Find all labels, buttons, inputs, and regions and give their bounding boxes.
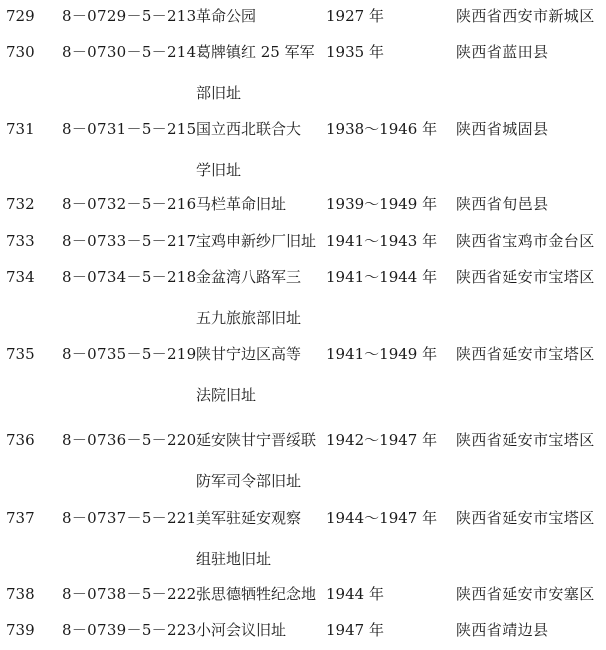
location: 陕西省延安市宝塔区 — [456, 509, 595, 527]
era: 1944～1947 年 — [326, 509, 438, 527]
entry-number: 738 — [6, 585, 35, 603]
site-name — [196, 232, 317, 250]
site-name-line: 部旧址 — [196, 84, 242, 102]
site-name-line: 张思德牺牲纪念地 — [196, 585, 317, 603]
entry-number: 739 — [6, 621, 35, 639]
site-name-line: 组驻地旧址 — [196, 550, 272, 568]
era: 1938～1946 年 — [326, 120, 438, 138]
site-name-line: 国立西北联合大 — [196, 120, 302, 138]
location: 陕西省延安市宝塔区 — [456, 431, 595, 449]
entry-number: 735 — [6, 345, 35, 363]
entry-code: 8－0737－5－221 — [62, 509, 197, 527]
site-name — [196, 195, 314, 213]
era: 1927 年 — [326, 7, 384, 25]
entry-code: 8－0733－5－217 — [62, 232, 197, 250]
entry-code: 8－0738－5－222 — [62, 585, 197, 603]
entry-number: 734 — [6, 268, 35, 286]
entry-number: 733 — [6, 232, 35, 250]
entry-code: 8－0736－5－220 — [62, 431, 197, 449]
entry-number: 730 — [6, 43, 35, 61]
location: 陕西省延安市宝塔区 — [456, 268, 595, 286]
entry-code: 8－0730－5－214 — [62, 43, 197, 61]
entry-number: 736 — [6, 431, 35, 449]
site-name-line: 葛牌镇红 25 军军 — [196, 43, 315, 61]
location: 陕西省宝鸡市金台区 — [456, 232, 595, 250]
era: 1941～1944 年 — [326, 268, 438, 286]
era: 1939～1949 年 — [326, 195, 438, 213]
era: 1941～1949 年 — [326, 345, 438, 363]
entry-number: 737 — [6, 509, 35, 527]
site-name-line: 法院旧址 — [196, 386, 257, 404]
entry-code: 8－0735－5－219 — [62, 345, 197, 363]
site-name — [196, 43, 314, 102]
entry-number: 732 — [6, 195, 35, 213]
entry-code: 8－0732－5－216 — [62, 195, 197, 213]
era: 1935 年 — [326, 43, 384, 61]
site-name — [196, 621, 314, 639]
entry-code: 8－0734－5－218 — [62, 268, 197, 286]
entry-number: 729 — [6, 7, 35, 25]
site-name — [196, 268, 314, 327]
era: 1944 年 — [326, 585, 384, 603]
site-name-line: 五九旅旅部旧址 — [196, 309, 302, 327]
site-name-line: 防军司令部旧址 — [196, 472, 302, 490]
location: 陕西省延安市宝塔区 — [456, 345, 595, 363]
site-name-line: 小河会议旧址 — [196, 621, 287, 639]
site-name-line: 美军驻延安观察 — [196, 509, 302, 527]
location: 陕西省蓝田县 — [456, 43, 549, 61]
site-name — [196, 345, 314, 404]
location: 陕西省延安市安塞区 — [456, 585, 595, 603]
entry-code: 8－0729－5－213 — [62, 7, 197, 25]
site-name — [196, 120, 314, 179]
entry-code: 8－0739－5－223 — [62, 621, 197, 639]
era: 1942～1947 年 — [326, 431, 438, 449]
location: 陕西省旬邑县 — [456, 195, 549, 213]
site-name — [196, 7, 314, 25]
era: 1941～1943 年 — [326, 232, 438, 250]
location: 陕西省靖边县 — [456, 621, 549, 639]
site-name-line: 金盆湾八路军三 — [196, 268, 302, 286]
entry-number: 731 — [6, 120, 35, 138]
site-name — [196, 509, 314, 568]
site-name-line: 革命公园 — [196, 7, 257, 25]
location: 陕西省城固县 — [456, 120, 549, 138]
site-name — [196, 431, 317, 490]
location: 陕西省西安市新城区 — [456, 7, 595, 25]
era: 1947 年 — [326, 621, 384, 639]
site-name — [196, 585, 317, 603]
site-name-line: 陕甘宁边区高等 — [196, 345, 302, 363]
site-name-line: 马栏革命旧址 — [196, 195, 287, 213]
site-name-line: 延安陕甘宁晋绥联 — [196, 431, 317, 449]
site-name-line: 学旧址 — [196, 161, 242, 179]
entry-code: 8－0731－5－215 — [62, 120, 197, 138]
site-name-line: 宝鸡申新纱厂旧址 — [196, 232, 317, 250]
